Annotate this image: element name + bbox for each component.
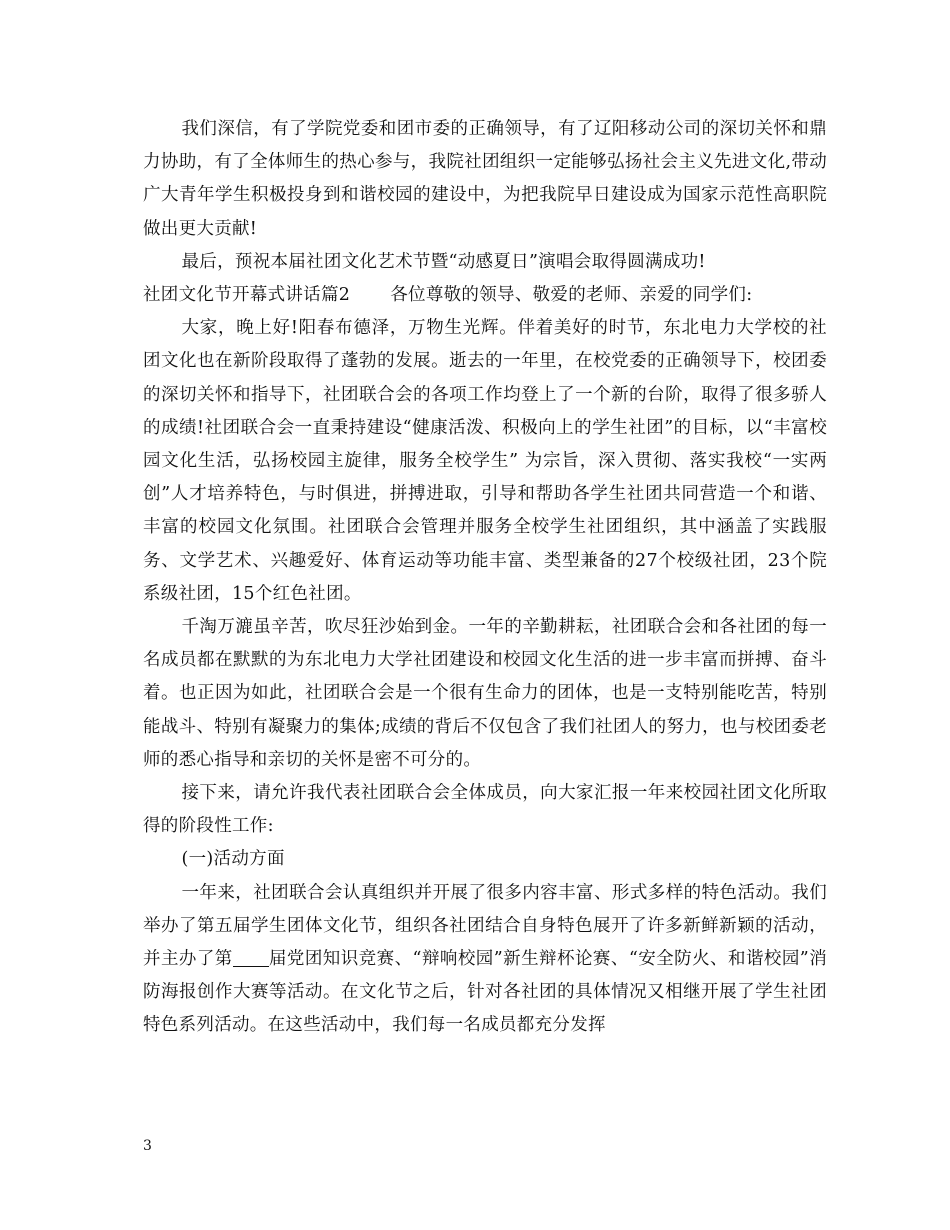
subheading-activities: (一)活动方面 bbox=[181, 849, 285, 870]
body-text bbox=[143, 113, 827, 1043]
section-title: 社团文化节开幕式讲话篇2 bbox=[143, 285, 351, 306]
paragraph-closing-wish: 最后，预祝本届社团文化艺术节暨“动感夏日”演唱会取得圆满成功! bbox=[181, 251, 706, 272]
paragraph-opening: 大家，晚上好!阳春布德泽，万物生光辉。伴着美好的时节，东北电力大学校的社团文化也在新阶段取得了蓬勃的发展。逝去的一年里，在校党委的正确领导下，校团委的深切关怀和指导下，社团联合会的各项工作均登上了一个新的台阶，取得了很多骄人的成绩!社团联合会一直秉持建设“健康活泼、积极向上的学生社团”的目标，以“丰富校园文化生活，弘扬校园主旋律，服务全校学生” 为宗旨，深入贯彻、落实我校“一实两创”人才培养特色，与时俱进，拼搏进取，引导和帮助各学生社团共同营造一个和谐、丰富的校园文化氛围。社团联合会管理并服务全校学生社团组织，其中涵盖了实践服务、文学艺术、兴趣爱好、体育运动等功能丰富、类型兼备的27个校级社团，23个院系级社团，15个红色社团。 bbox=[143, 318, 827, 604]
greeting: 各位尊敬的领导、敬爱的老师、亲爱的同学们: bbox=[390, 285, 753, 306]
page-number: 3 bbox=[143, 1138, 152, 1154]
activities-text-end: 届党团知识竞赛、“辩响校园”新生辩杯论赛、“安全防火、和谐校园”消防海报创作大赛等活动。在文化节之后，针对各社团的具体情况又相继开展了学生社团特色系列活动。在这些活动中，我们每一名成员都充分发挥 bbox=[143, 949, 827, 1036]
activities-text-start: 一年来，社团联合会认真组织并开展了很多内容丰富、形式多样的特色活动。我们举办了第五届学生团体文化节，组织各社团结合自身特色展开了许多新鲜新颖的活动，并主办了第 bbox=[143, 882, 827, 970]
paragraph-activities bbox=[143, 877, 827, 1043]
fill-in-blank bbox=[233, 949, 269, 968]
paragraph-conclusion: 我们深信，有了学院党委和团市委的正确领导，有了辽阳移动公司的深切关怀和鼎力协助，有了全体师生的热心参与，我院社团组织一定能够弘扬社会主义先进文化,带动广大青年学生积极投身到和谐校园的建设中，为把我院早日建设成为国家示范性高职院做出更大贡献! bbox=[143, 119, 827, 239]
paragraph-efforts: 千淘万漉虽辛苦，吹尽狂沙始到金。一年的辛勤耕耘，社团联合会和各社团的每一名成员都在默默的为东北电力大学社团建设和校园文化生活的进一步丰富而拼搏、奋斗着。也正因为如此，社团联合会是一个很有生命力的团体，也是一支特别能吃苦，特别能战斗、特别有凝聚力的集体;成绩的背后不仅包含了我们社团人的努力，也与校团委老师的悉心指导和亲切的关怀是密不可分的。 bbox=[143, 617, 827, 770]
section-heading bbox=[143, 279, 827, 312]
paragraph-report-intro: 接下来，请允许我代表社团联合会全体成员，向大家汇报一年来校园社团文化所取得的阶段性工作: bbox=[143, 783, 827, 837]
